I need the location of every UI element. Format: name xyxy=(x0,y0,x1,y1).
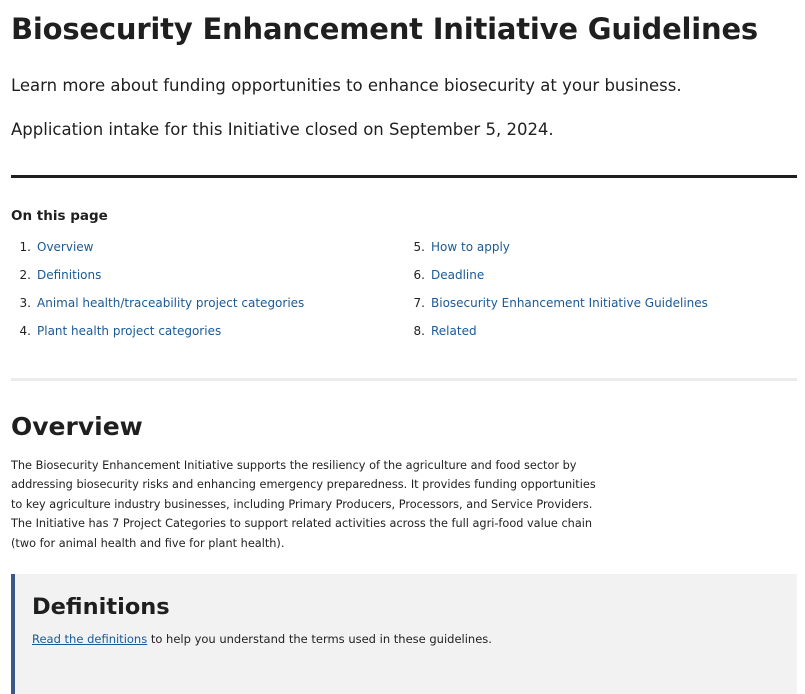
toc-link-overview[interactable]: Overview xyxy=(37,240,94,254)
definitions-text xyxy=(32,632,492,646)
overview-paragraph: The Biosecurity Enhancement Initiative supports the resiliency of the agriculture and food sector by addressing biosecurity risks and enhancing emergency preparedness. It provides funding opportunities to key agriculture industry businesses, including Primary Producers, Processors, and Service Providers. The Initiative has 7 Project Categories to support related activities across the full agri-food value chain (two for animal health and five for plant health). xyxy=(11,459,596,550)
toc-number: 1. xyxy=(19,240,31,254)
toc-item-guidelines xyxy=(405,295,708,311)
definitions-heading: Definitions xyxy=(32,594,170,620)
toc-item-overview xyxy=(11,239,94,255)
toc-heading: On this page xyxy=(11,208,108,224)
toc-item-definitions xyxy=(11,267,101,283)
toc-link-deadline[interactable]: Deadline xyxy=(431,268,485,282)
toc-link-animal-health[interactable]: Animal health/traceability project categories xyxy=(37,296,305,310)
toc-number: 5. xyxy=(413,240,425,254)
toc-divider xyxy=(11,378,797,381)
toc-number: 4. xyxy=(19,324,31,338)
toc-link-related[interactable]: Related xyxy=(431,324,477,338)
page-title: Biosecurity Enhancement Initiative Guidelines xyxy=(11,12,758,46)
toc-number: 7. xyxy=(413,296,425,310)
toc-item-deadline xyxy=(405,267,484,283)
definitions-callout xyxy=(11,574,797,694)
intake-notice: Application intake for this Initiative closed on September 5, 2024. xyxy=(11,120,554,139)
toc-item-how-to-apply xyxy=(405,239,510,255)
read-definitions-link[interactable]: Read the definitions xyxy=(32,632,148,646)
toc-link-plant-health[interactable]: Plant health project categories xyxy=(37,324,222,338)
definitions-rest-text: to help you understand the terms used in these guidelines. xyxy=(147,632,492,646)
toc-link-guidelines[interactable]: Biosecurity Enhancement Initiative Guidelines xyxy=(431,296,708,310)
lead-text: Learn more about funding opportunities to enhance biosecurity at your business. xyxy=(11,76,682,95)
toc-item-related xyxy=(405,323,477,339)
header-divider xyxy=(11,175,797,178)
toc-link-definitions[interactable]: Definitions xyxy=(37,268,102,282)
overview-heading: Overview xyxy=(11,412,143,441)
toc-number: 3. xyxy=(19,296,31,310)
toc-number: 6. xyxy=(413,268,425,282)
toc-number: 2. xyxy=(19,268,31,282)
toc-item-animal-health xyxy=(11,295,304,311)
toc-number: 8. xyxy=(413,324,425,338)
toc-item-plant-health xyxy=(11,323,221,339)
toc-link-how-to-apply[interactable]: How to apply xyxy=(431,240,510,254)
